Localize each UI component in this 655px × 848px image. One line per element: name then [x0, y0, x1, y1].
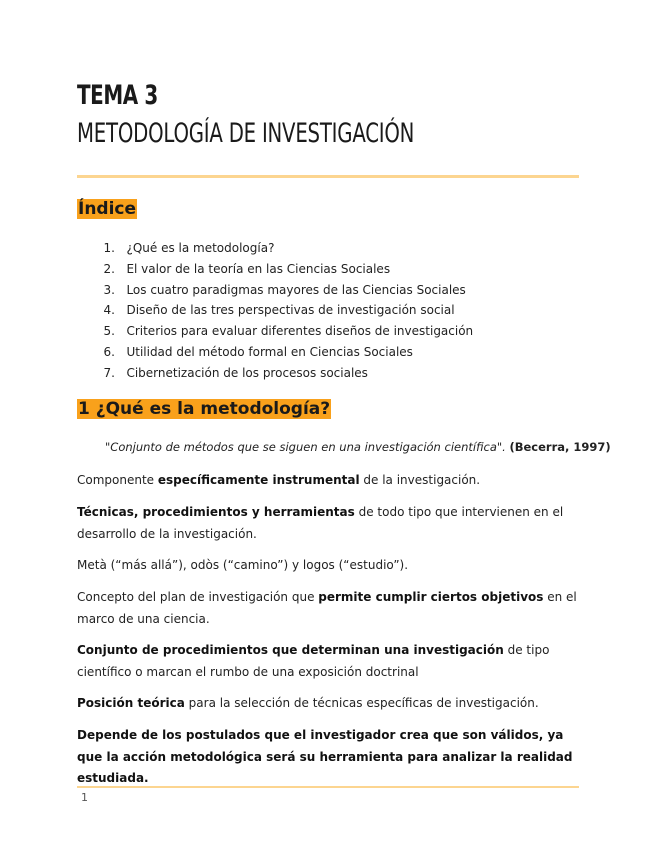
toc-label: Criterios para evaluar diferentes diseños de investigación: [126, 324, 474, 339]
toc-number: 2.: [103, 261, 115, 276]
quote-text: "Conjunto de métodos que se siguen en una investigación científica".: [105, 440, 506, 454]
bold-text: Técnicas, procedimientos y herramientas: [77, 505, 355, 519]
toc-label: ¿Qué es la metodología?: [126, 241, 275, 255]
definition-quote: [105, 440, 611, 454]
paragraph-7: [77, 725, 582, 790]
toc-label: Diseño de las tres perspectivas de investigación social: [126, 303, 455, 318]
toc-number: 3.: [103, 282, 115, 297]
bold-text: Depende de los postulados que el investigador crea que son válidos, ya que la acción metodológica será su herramienta para analizar la realidad estudiada.: [77, 728, 573, 785]
text: Metà (“más allá”), odòs (“camino”) y logos (“estudio”).: [77, 558, 409, 572]
text: de todo tipo que intervienen en el desarrollo de la investigación.: [77, 505, 564, 541]
toc-item-7: [77, 363, 473, 384]
bold-text: específicamente instrumental: [157, 473, 360, 487]
toc-number: 7.: [103, 365, 115, 380]
topic-number: TEMA 3: [77, 80, 158, 111]
table-of-contents: [77, 238, 473, 384]
paragraph-3: [77, 555, 582, 577]
toc-item-5: [77, 321, 473, 342]
bold-text: permite cumplir ciertos objetivos: [318, 590, 544, 604]
text: en el marco de una ciencia.: [77, 590, 577, 626]
section-heading-text: 1 ¿Qué es la metodología?: [78, 399, 331, 419]
toc-number: 5.: [103, 324, 115, 339]
toc-label: Cibernetización de los procesos sociales: [126, 365, 368, 380]
toc-item-1: [77, 238, 473, 259]
toc-number: 6.: [103, 344, 115, 359]
footer-divider: [77, 786, 579, 788]
toc-item-4: [77, 300, 473, 321]
text: de la investigación.: [359, 473, 481, 487]
paragraph-6: [77, 693, 582, 715]
index-heading-text: Índice: [78, 199, 137, 219]
text: para la selección de técnicas específicas de investigación.: [184, 696, 539, 710]
paragraph-5: [77, 640, 582, 683]
page-number: 1: [81, 791, 88, 804]
text: de tipo científico o marcan el rumbo de una exposición doctrinal: [77, 643, 550, 679]
toc-number: 1.: [103, 241, 115, 255]
text: Concepto del plan de investigación que: [77, 590, 319, 604]
header-divider: [77, 175, 579, 178]
toc-label: Utilidad del método formal en Ciencias Sociales: [126, 344, 413, 359]
index-heading: [77, 199, 137, 219]
quote-citation: (Becerra, 1997): [509, 440, 611, 454]
bold-text: Posición teórica: [77, 696, 185, 710]
bold-text: Conjunto de procedimientos que determinan una investigación: [77, 643, 504, 657]
toc-number: 4.: [103, 303, 115, 318]
toc-item-2: [77, 259, 473, 280]
toc-label: El valor de la teoría en las Ciencias Sociales: [126, 261, 391, 276]
paragraph-1: [77, 470, 582, 492]
paragraph-4: [77, 587, 582, 630]
toc-item-3: [77, 280, 473, 301]
toc-label: Los cuatro paradigmas mayores de las Ciencias Sociales: [126, 282, 466, 297]
toc-item-6: [77, 342, 473, 363]
text: Componente: [77, 473, 158, 487]
page-title: METODOLOGÍA DE INVESTIGACIÓN: [77, 118, 415, 149]
section-heading: [77, 399, 331, 419]
paragraph-2: [77, 502, 582, 545]
